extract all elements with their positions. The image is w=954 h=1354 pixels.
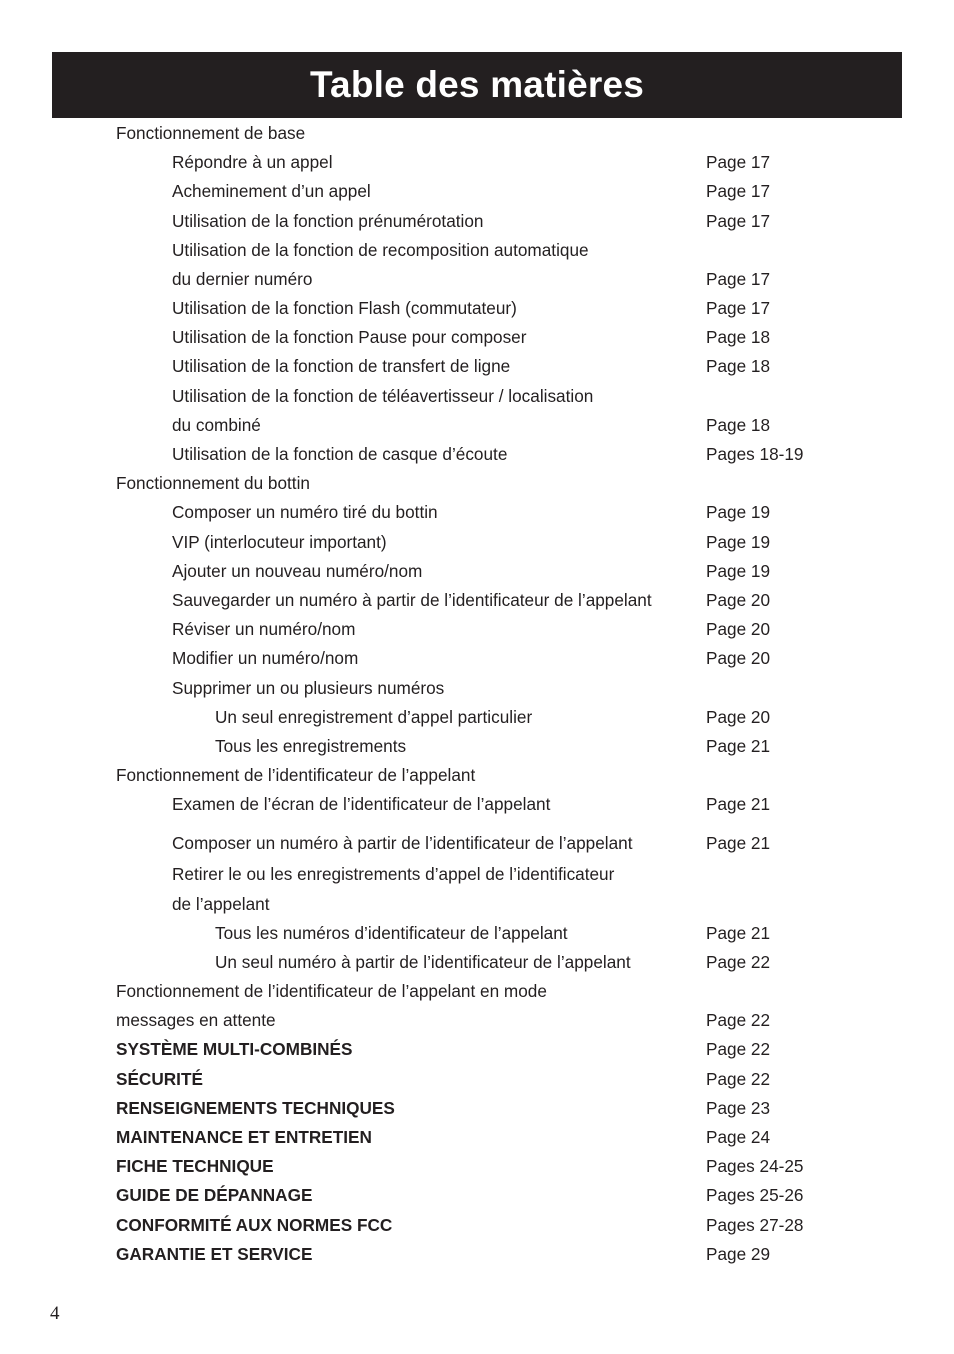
toc-entry-label: Composer un numéro à partir de l’identificateur de l’appelant bbox=[172, 833, 633, 853]
page-number: 4 bbox=[50, 1303, 60, 1324]
toc-entry-page: Page 20 bbox=[706, 619, 771, 639]
toc-entry-page: Pages 27-28 bbox=[706, 1215, 804, 1235]
toc-entry-page: Page 18 bbox=[706, 415, 771, 435]
toc-chapter bbox=[0, 1126, 954, 1148]
toc-entry bbox=[0, 501, 954, 523]
toc-entry-label: du dernier numéro bbox=[172, 269, 313, 289]
toc-entry bbox=[0, 355, 954, 377]
toc-entry-label: FICHE TECHNIQUE bbox=[116, 1156, 274, 1176]
toc-entry-label: Fonctionnement de l’identificateur de l’appelant en mode bbox=[116, 981, 547, 1001]
toc-entry-page: Page 24 bbox=[706, 1127, 771, 1147]
toc-entry-label: Modifier un numéro/nom bbox=[172, 648, 359, 668]
toc-entry bbox=[0, 589, 954, 611]
toc-entry bbox=[0, 239, 954, 261]
toc-entry bbox=[0, 326, 954, 348]
toc-entry-label: Acheminement d’un appel bbox=[172, 181, 371, 201]
toc-entry-label: messages en attente bbox=[116, 1010, 276, 1030]
toc-entry bbox=[0, 618, 954, 640]
toc-entry bbox=[0, 180, 954, 202]
toc-entry bbox=[0, 647, 954, 669]
toc-entry-page: Pages 18-19 bbox=[706, 444, 804, 464]
toc-entry bbox=[0, 443, 954, 465]
toc-entry-label: MAINTENANCE ET ENTRETIEN bbox=[116, 1127, 372, 1147]
toc-entry-page: Page 21 bbox=[706, 833, 771, 853]
toc-entry-label: Retirer le ou les enregistrements d’appel de l’identificateur bbox=[172, 864, 615, 884]
toc-entry-label: Composer un numéro tiré du bottin bbox=[172, 502, 438, 522]
toc-entry-label: GARANTIE ET SERVICE bbox=[116, 1244, 313, 1264]
toc-entry-page: Page 20 bbox=[706, 707, 771, 727]
toc-entry-label: Sauvegarder un numéro à partir de l’identificateur de l’appelant bbox=[172, 590, 652, 610]
toc-subentry bbox=[0, 922, 954, 944]
toc-subentry bbox=[0, 706, 954, 728]
toc-entry bbox=[0, 268, 954, 290]
toc-subentry bbox=[0, 951, 954, 973]
toc-entry-page: Page 18 bbox=[706, 356, 771, 376]
toc-entry-label: Utilisation de la fonction Flash (commutateur) bbox=[172, 298, 517, 318]
toc-chapter bbox=[0, 1155, 954, 1177]
toc-entry-label: Réviser un numéro/nom bbox=[172, 619, 356, 639]
toc-entry bbox=[0, 414, 954, 436]
toc-entry-page: Page 22 bbox=[706, 1039, 771, 1059]
toc-entry bbox=[0, 893, 954, 915]
toc-entry-page: Pages 25-26 bbox=[706, 1185, 804, 1205]
toc-entry-label: GUIDE DE DÉPANNAGE bbox=[116, 1185, 313, 1205]
toc-entry-label: de l’appelant bbox=[172, 894, 270, 914]
toc-entry bbox=[0, 531, 954, 553]
toc-entry-page: Page 22 bbox=[706, 952, 771, 972]
toc-entry bbox=[0, 560, 954, 582]
toc-entry bbox=[0, 210, 954, 232]
toc-entry-page: Page 22 bbox=[706, 1069, 771, 1089]
toc-entry-label: Examen de l’écran de l’identificateur de l’appelant bbox=[172, 794, 551, 814]
toc-entry-label: Utilisation de la fonction de recomposition automatique bbox=[172, 240, 589, 260]
toc-chapter bbox=[0, 1184, 954, 1206]
toc-entry-label: CONFORMITÉ AUX NORMES FCC bbox=[116, 1215, 393, 1235]
toc-entry-page: Page 21 bbox=[706, 923, 771, 943]
toc-entry-label: Tous les enregistrements bbox=[215, 736, 407, 756]
toc-entry bbox=[0, 863, 954, 885]
toc-chapter bbox=[0, 1243, 954, 1265]
toc-section bbox=[0, 1009, 954, 1031]
toc-entry-label: Ajouter un nouveau numéro/nom bbox=[172, 561, 423, 581]
toc-entry-label: Fonctionnement du bottin bbox=[116, 473, 310, 493]
toc-chapter bbox=[0, 1097, 954, 1119]
toc-entry-page: Page 23 bbox=[706, 1098, 771, 1118]
page-title: Table des matières bbox=[309, 64, 645, 105]
toc-chapter bbox=[0, 1038, 954, 1060]
toc-entry-page: Page 19 bbox=[706, 561, 771, 581]
toc-entry-label: Fonctionnement de base bbox=[116, 123, 306, 143]
toc-section bbox=[0, 764, 954, 786]
toc-entry-page: Page 17 bbox=[706, 181, 771, 201]
toc-entry-label: Utilisation de la fonction Pause pour composer bbox=[172, 327, 527, 347]
toc-entry-page: Page 17 bbox=[706, 298, 771, 318]
toc-entry-label: Utilisation de la fonction de téléavertisseur / localisation bbox=[172, 386, 594, 406]
toc-entry-page: Page 20 bbox=[706, 590, 771, 610]
toc-entry-page: Page 21 bbox=[706, 794, 771, 814]
toc-entry-label: Supprimer un ou plusieurs numéros bbox=[172, 678, 445, 698]
toc-entry bbox=[0, 832, 954, 854]
toc-entry-label: Utilisation de la fonction prénumérotation bbox=[172, 211, 484, 231]
toc-section bbox=[0, 122, 954, 144]
toc-entry-label: VIP (interlocuteur important) bbox=[172, 532, 387, 552]
toc-entry-page: Page 19 bbox=[706, 502, 771, 522]
toc-subentry bbox=[0, 735, 954, 757]
toc-chapter bbox=[0, 1068, 954, 1090]
toc-entry-page: Page 29 bbox=[706, 1244, 771, 1264]
toc-entry-label: du combiné bbox=[172, 415, 261, 435]
toc-entry-page: Page 17 bbox=[706, 269, 771, 289]
toc-entry bbox=[0, 677, 954, 699]
toc-section bbox=[0, 980, 954, 1002]
toc-entry-label: Un seul enregistrement d’appel particulier bbox=[215, 707, 533, 727]
toc-entry-label: RENSEIGNEMENTS TECHNIQUES bbox=[116, 1098, 395, 1118]
toc-entry-label: Un seul numéro à partir de l’identificateur de l’appelant bbox=[215, 952, 631, 972]
toc-entry bbox=[0, 385, 954, 407]
toc-entry-page: Page 20 bbox=[706, 648, 771, 668]
toc-entry-page: Page 22 bbox=[706, 1010, 771, 1030]
toc-entry-page: Page 21 bbox=[706, 736, 771, 756]
toc-entry-page: Page 17 bbox=[706, 152, 771, 172]
toc-entry bbox=[0, 151, 954, 173]
toc-entry bbox=[0, 793, 954, 815]
toc-entry-label: Répondre à un appel bbox=[172, 152, 333, 172]
toc-entry-page: Page 19 bbox=[706, 532, 771, 552]
toc-entry-label: Tous les numéros d’identificateur de l’appelant bbox=[215, 923, 568, 943]
toc-entry-label: Utilisation de la fonction de transfert de ligne bbox=[172, 356, 511, 376]
toc-entry-label: Fonctionnement de l’identificateur de l’appelant bbox=[116, 765, 476, 785]
toc-entry-label: SÉCURITÉ bbox=[116, 1069, 203, 1089]
toc-entry-label: SYSTÈME MULTI-COMBINÉS bbox=[116, 1039, 353, 1059]
toc-section bbox=[0, 472, 954, 494]
toc-chapter bbox=[0, 1214, 954, 1236]
toc-entry-page: Pages 24-25 bbox=[706, 1156, 804, 1176]
toc-entry-page: Page 18 bbox=[706, 327, 771, 347]
toc-entry bbox=[0, 297, 954, 319]
toc-entry-page: Page 17 bbox=[706, 211, 771, 231]
toc-entry-label: Utilisation de la fonction de casque d’écoute bbox=[172, 444, 508, 464]
